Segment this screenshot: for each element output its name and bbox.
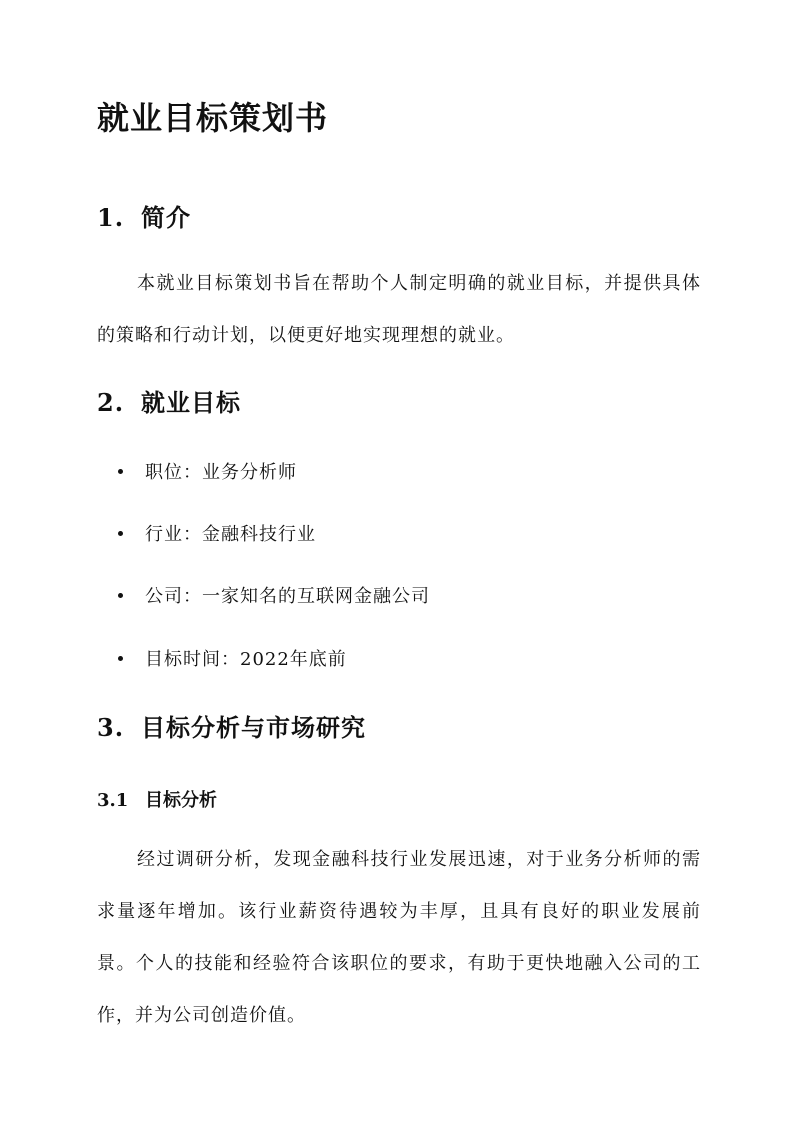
- document-title: 就业目标策划书: [97, 99, 329, 137]
- list-item-text: 行业：金融科技行业: [145, 524, 316, 545]
- goal-analysis-paragraph: 经过调研分析，发现金融科技行业发展迅速，对于业务分析师的需求量逐年增加。该行业薪资待遇较为丰厚，且具有良好的职业发展前景。个人的技能和经验符合该职位的要求，有助于更快地融入公司的工作，并为公司创造价值。: [97, 849, 701, 1026]
- section-title: 简介: [141, 203, 191, 232]
- bullet-icon: [118, 469, 123, 474]
- list-item-company: [118, 582, 430, 608]
- list-item-industry: [118, 520, 316, 546]
- section-title: 目标分析与市场研究: [141, 713, 366, 742]
- subsection-heading-goal-analysis: [97, 786, 217, 812]
- list-item-position: [118, 458, 297, 484]
- subsection-number: 3.1: [97, 790, 129, 811]
- section-heading-intro: [97, 198, 191, 233]
- list-item-text: 公司：一家知名的互联网金融公司: [145, 586, 430, 607]
- section-heading-analysis: [97, 708, 366, 743]
- subsection-title: 目标分析: [145, 790, 217, 811]
- list-item-text: 职位：业务分析师: [145, 462, 297, 483]
- section-title: 就业目标: [141, 388, 241, 417]
- intro-paragraph: 本就业目标策划书旨在帮助个人制定明确的就业目标，并提供具体的策略和行动计划，以便更好地实现理想的就业。: [97, 273, 701, 346]
- list-item-target-time: [118, 645, 347, 671]
- section-number: 3.: [97, 713, 125, 742]
- bullet-icon: [118, 593, 123, 598]
- section-number: 1.: [97, 203, 125, 232]
- section-heading-career-goal: [97, 383, 241, 418]
- list-item-text: 目标时间：2022年底前: [145, 649, 347, 670]
- section-number: 2.: [97, 388, 125, 417]
- bullet-icon: [118, 531, 123, 536]
- bullet-icon: [118, 656, 123, 661]
